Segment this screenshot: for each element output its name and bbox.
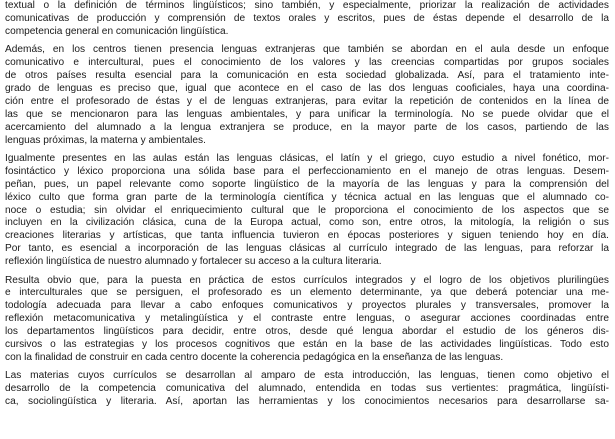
text-line: lenguas próximas, la materna y ambientales. — [5, 134, 206, 146]
text-line: creaciones literarias y artísticas, que tanta influencia tuvieron en épocas posteriores y siguen teniendo hoy en día. — [5, 230, 609, 242]
text-line: Además, en los centros tienen presencia lenguas extranjeras que también se abordan en el aula desde un enfoque — [5, 44, 609, 56]
text-line: Por tanto, es esencial a incorporación de las lenguas clásicas al currículo integrado de las lenguas, para reforzar la — [5, 243, 609, 255]
text-line: Resulta obvio que, para la puesta en práctica de estos currículos integrados y el logro de los objetivos plurilingües — [5, 274, 609, 286]
text-line: ción entre el profesorado de éstas y el de lenguas extranjeras, para evitar la repetición de contenidos en la línea de — [5, 95, 609, 107]
text-line: acercamiento del alumnado a la lengua extranjera se produce, en la mayor parte de los casos, partiendo de las — [5, 121, 609, 133]
text-line: comunicativas de producción y comprensión de textos orales y escritos, pues de éstas depende el desarrollo de la — [5, 12, 609, 24]
text-line: léxico culto que forma gran parte de la terminología científica y técnica actual en las lenguas que el alumnado co- — [5, 191, 609, 203]
text-column — [5, 0, 609, 409]
text-line: textual o la definición de términos lingüísticos; sino también, y especialmente, priorizar la realización de actividades — [5, 0, 609, 11]
text-line: peñan, pues, un papel relevante como soporte lingüístico de la mayoría de las lenguas y para la comprensión del — [5, 178, 609, 190]
paragraph-1 — [5, 0, 609, 39]
text-line: fosintáctico y léxico proporciona una sólida base para el perfeccionamiento en el manejo de otras lenguas. Desem- — [5, 165, 609, 177]
text-line: competencia general en comunicación lingüística. — [5, 25, 229, 37]
text-line: noce o estudia; sin olvidar el enriquecimiento cultural que le proporciona el conocimiento de los aspectos que se — [5, 204, 609, 216]
paragraph-4 — [5, 275, 609, 365]
text-line: cursivos o las estrategias y los procesos cognitivos que están en la base de las actividades lingüísticas. Todo esto — [5, 339, 609, 351]
paragraph-5 — [5, 370, 609, 409]
text-line: todología adecuada para llevar a cabo enfoques comunicativos y proyectos plurales y transversales, promover la — [5, 300, 609, 312]
text-line: comunicativo e intercultural, pues el conocimiento de los valores y las creencias compartidas por grupos sociales — [5, 57, 609, 69]
text-line: las que se mencionaron para las lenguas ambientales, y para unificar la terminología. No se puede olvidar que el — [5, 108, 609, 120]
text-line: grado de lenguas es preciso que, igual que acontece en el caso de las dos lenguas cooficiales, haya una coordina- — [5, 82, 609, 94]
text-line: desarrollo de la competencia comunicativa del alumnado, entendida en todas sus vertientes: pragmática, lingüísti- — [5, 383, 609, 395]
text-line: de otros países resulta esencial para la comunicación en esta sociedad globalizada. Así, para el tratamiento inte- — [5, 70, 609, 82]
text-line: reflexión lingüística de nuestro alumnado y fortalecer su acceso a la cultura literaria. — [5, 256, 382, 268]
text-line: los departamentos lingüísticos para decidir, entre otros, desde qué lengua abordar el estudio de los géneros dis- — [5, 326, 609, 338]
paragraph-3 — [5, 153, 609, 269]
text-line: incluyen en la civilización clásica, cuna de la Europa actual, como son, entre otros, la mitología, la religión o sus — [5, 217, 609, 229]
text-line: reflexión metacomunicativa y metalingüística y el contraste entre lenguas, o asegurar acciones coordinadas entre — [5, 313, 609, 325]
text-line: ca, sociolingüística y literaria. Así, aportan las herramientas y los conocimientos necesarios para desarrollarse sa- — [5, 396, 609, 408]
text-line: con la finalidad de construir en cada centro docente la coherencia pedagógica en la enseñanza de las lenguas. — [5, 351, 504, 363]
text-line: Las materias cuyos currículos se desarrollan al amparo de esta introducción, las lenguas, tienen como objetivo el — [5, 370, 609, 382]
text-line: e interculturales que se persiguen, el profesorado es un elemento determinante, ya que deberá potenciar una me- — [5, 287, 609, 299]
paragraph-2 — [5, 44, 609, 147]
text-line: Igualmente presentes en las aulas están las lenguas clásicas, el latín y el griego, cuyo estudio a nivel fonético, mor- — [5, 152, 609, 164]
